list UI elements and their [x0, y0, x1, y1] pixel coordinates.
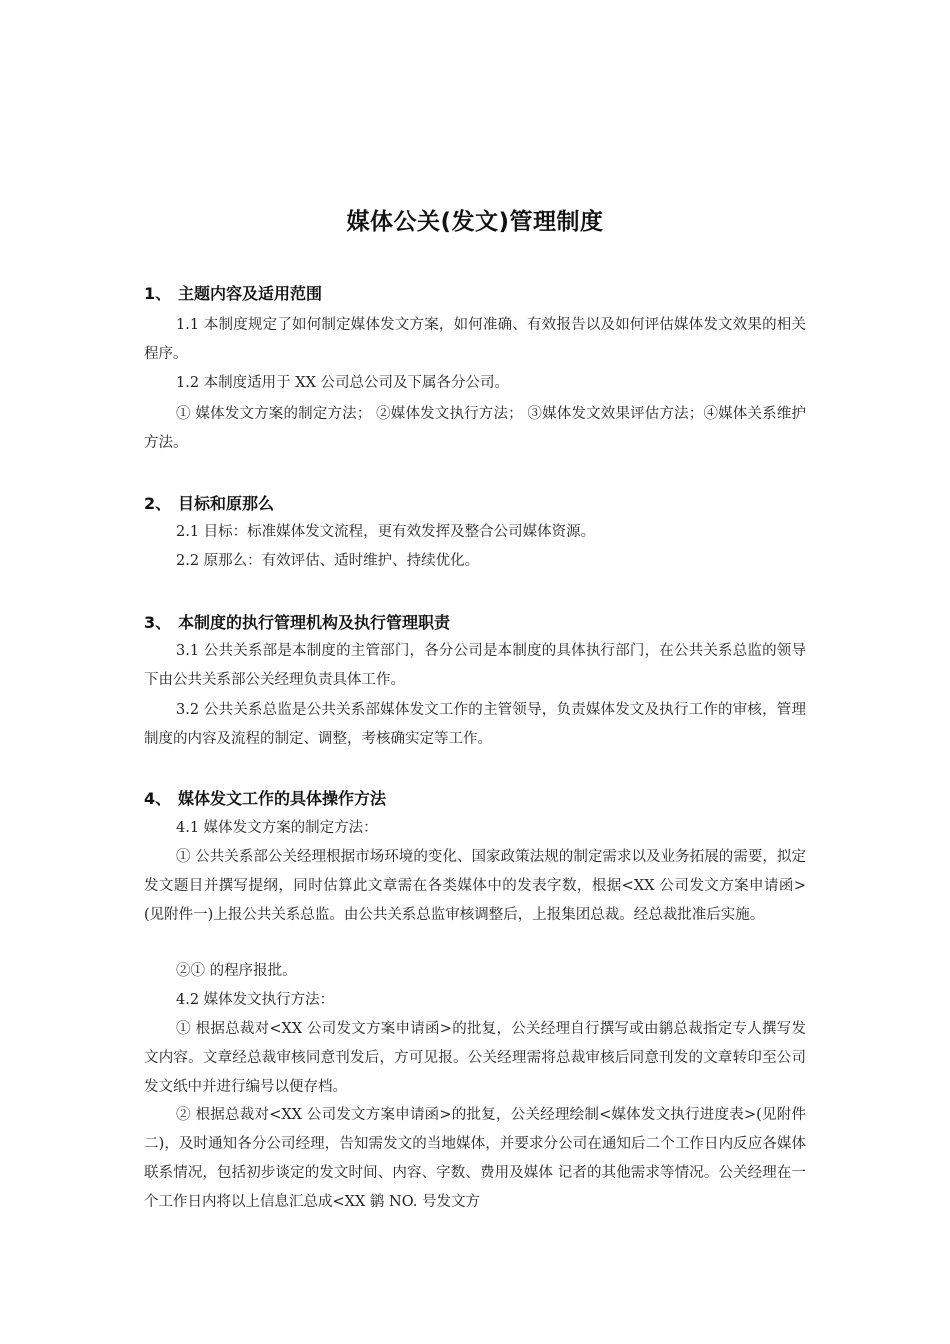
paragraph: 2.1 目标：标准媒体发文流程，更有效发挥及整合公司媒体资源。	[176, 524, 596, 540]
section-number: 3、	[144, 613, 172, 632]
paragraph: ① 根据总裁对<XX 公司发文方案申请函>的批复，公关经理自行撰写或由鹟总裁指定专人撰写发文内容。文章经总裁审核同意刊发后，方可见报。公关经理需将总裁审核后同意刊发的文章转印至公司发文纸中并进行编号以便存档。	[144, 1021, 806, 1095]
paragraph: 2.2 原那么：有效评估、适时维护、持续优化。	[176, 553, 480, 569]
paragraph: ② 根据总裁对<XX 公司发文方案申请函>的批复，公关经理绘制<媒体发文执行进度表>(见附件二)，及时通知各分公司经理，告知需发文的当地媒体，并要求分公司在通知后二个工作日内反应各媒体联系情况，包括初步谈定的发文时间、内容、字数、费用及媒体 记者的其他需求等情况。公关经理在一个工作日内将以上信息汇总成<XX 鹟 NO. 号发文方	[144, 1107, 806, 1210]
section-number: 2、	[144, 494, 172, 513]
section-title: 主题内容及适用范围	[178, 284, 323, 303]
paragraph: 3.2 公共关系总监是公共关系部媒体发文工作的主管领导，负责媒体发文及执行工作的审核，管理制度的内容及流程的制定、调整，考核确实定等工作。	[144, 702, 806, 747]
document-title: 媒体公关(发文)管理制度	[346, 209, 604, 235]
section-1-heading	[144, 281, 322, 304]
section-3-heading	[144, 610, 450, 633]
section-title: 本制度的执行管理机构及执行管理职责	[178, 613, 451, 632]
section-title: 媒体发文工作的具体操作方法	[178, 789, 387, 808]
section-4-heading	[144, 786, 386, 809]
section-number: 4、	[144, 789, 172, 808]
paragraph: ②① 的程序报批。	[176, 963, 297, 979]
paragraph: 4.2 媒体发文执行方法：	[176, 992, 335, 1008]
paragraph: 4.1 媒体发文方案的制定方法：	[176, 820, 378, 836]
paragraph: 3.1 公共关系部是本制度的主管部门，各分公司是本制度的具体执行部门，在公共关系总监的领导下由公共关系部公关经理负责具体工作。	[144, 643, 806, 688]
paragraph: ① 公共关系部公关经理根据市场环境的变化、国家政策法规的制定需求以及业务拓展的需要，拟定发文题目并撰写提纲，同时估算此文章需在各类媒体中的发表字数，根据<XX 公司发文方案申请函>(见附件一)上报公共关系总监。由公共关系总监审核调整后，上报集团总裁。经总裁批准后实施。	[144, 849, 806, 923]
paragraph: 1.2 本制度适用于 XX 公司总公司及下属各分公司。	[176, 375, 510, 391]
paragraph: 1.1 本制度规定了如何制定媒体发文方案，如何准确、有效报告以及如何评估媒体发文效果的相关程序。	[144, 317, 806, 362]
paragraph: ① 媒体发文方案的制定方法； ②媒体发文执行方法； ③媒体发文效果评估方法；④媒体关系维护方法。	[144, 406, 806, 451]
section-number: 1、	[144, 284, 172, 303]
section-2-heading	[144, 491, 274, 514]
section-title: 目标和原那么	[178, 494, 275, 513]
